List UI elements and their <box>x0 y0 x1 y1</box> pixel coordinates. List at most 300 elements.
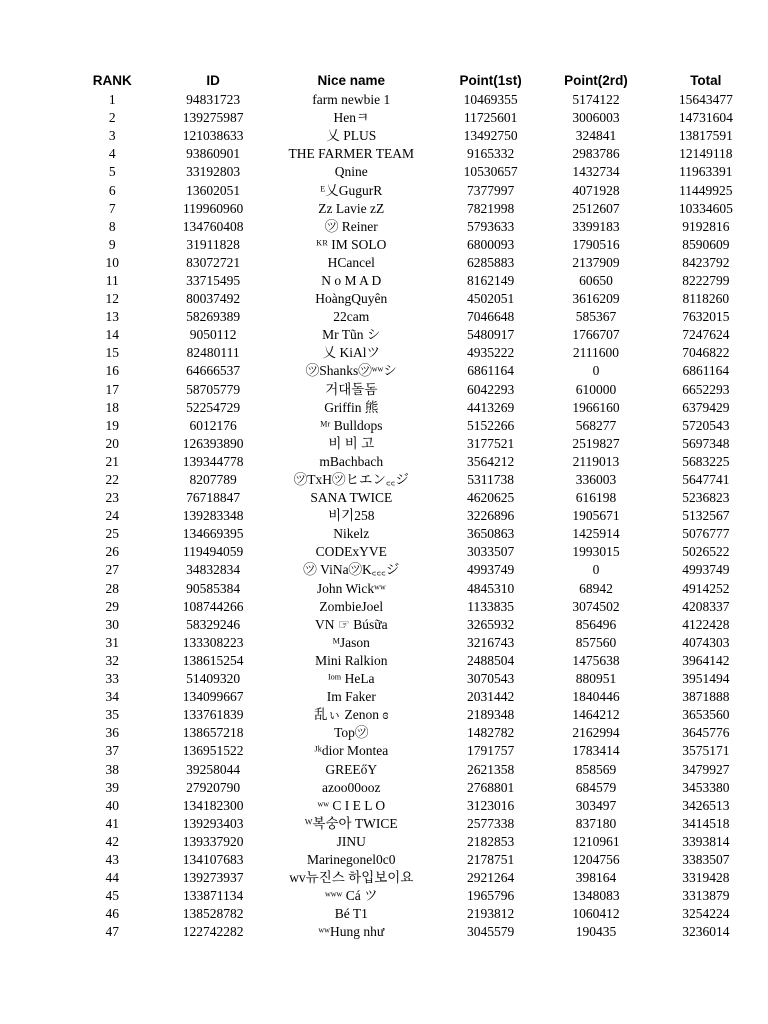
cell-rank: 35 <box>105 707 120 723</box>
cell-nice-name: Nikelz <box>333 526 370 542</box>
cell-total: 3426513 <box>682 797 730 813</box>
cell-point-1st: 4620625 <box>466 490 515 506</box>
cell-point-2rd: 610000 <box>575 381 617 397</box>
cell-point-2rd: 68942 <box>579 580 613 596</box>
cell-id: 138528782 <box>182 906 244 922</box>
cell-id: 31911828 <box>186 236 240 252</box>
cell-point-1st: 4845310 <box>466 580 515 596</box>
cell-rank: 38 <box>105 761 120 777</box>
cell-rank: 10 <box>105 254 120 270</box>
table-row <box>67 272 767 290</box>
cell-point-1st: 3177521 <box>466 435 515 451</box>
cell-nice-name: mBachbach <box>319 453 384 469</box>
cell-id: 134107683 <box>182 851 244 867</box>
cell-point-1st: 3265932 <box>466 616 515 632</box>
cell-point-1st: 3070543 <box>466 671 515 687</box>
cell-point-1st: 8162149 <box>466 272 515 288</box>
cell-point-1st: 2621358 <box>466 761 515 777</box>
cell-total: 5236823 <box>682 490 730 506</box>
cell-point-2rd: 837180 <box>575 815 617 831</box>
cell-point-1st: 1482782 <box>466 725 515 741</box>
cell-point-2rd: 398164 <box>575 870 617 886</box>
cell-point-1st: 4993749 <box>466 562 515 578</box>
cell-point-1st: 1791757 <box>466 743 515 759</box>
cell-point-1st: 1133835 <box>467 598 514 614</box>
table-row <box>67 670 767 688</box>
cell-point-2rd: 1766707 <box>572 327 620 343</box>
cell-point-2rd: 1966160 <box>572 399 620 415</box>
cell-rank: 36 <box>105 725 120 741</box>
cell-nice-name: farm newbie 1 <box>312 92 391 108</box>
cell-rank: 6 <box>108 182 116 198</box>
cell-total: 5720543 <box>682 417 730 433</box>
cell-point-2rd: 3616209 <box>572 291 620 307</box>
cell-id: 139273937 <box>182 870 244 886</box>
table-row <box>67 742 767 760</box>
cell-point-2rd: 2512607 <box>572 200 620 216</box>
cell-point-2rd: 2111600 <box>572 345 620 361</box>
table-row <box>67 797 767 815</box>
cell-id: 134760408 <box>182 218 244 234</box>
cell-point-2rd: 1348083 <box>572 888 620 904</box>
table-row <box>67 760 767 778</box>
cell-rank: 3 <box>108 128 116 144</box>
cell-id: 27920790 <box>186 779 241 795</box>
cell-point-2rd: 1840446 <box>572 689 620 705</box>
table-row <box>67 344 767 362</box>
cell-id: 34832834 <box>186 562 241 578</box>
cell-id: 64666537 <box>186 363 241 379</box>
cell-nice-name: Top㋡ <box>334 725 369 741</box>
cell-total: 5132567 <box>682 508 730 524</box>
cell-nice-name: ʷʷ C I E L O <box>317 797 386 813</box>
cell-total: 8222799 <box>682 272 730 288</box>
cell-id: 126393890 <box>182 435 244 451</box>
cell-point-2rd: 60650 <box>579 272 613 288</box>
cell-rank: 27 <box>105 562 120 578</box>
cell-id: 138657218 <box>182 725 244 741</box>
cell-total: 3964142 <box>682 652 730 668</box>
cell-rank: 13 <box>105 309 120 325</box>
cell-id: 8207789 <box>189 472 237 488</box>
cell-rank: 9 <box>108 236 116 252</box>
table-row <box>67 543 767 561</box>
cell-nice-name: 비 비 고 <box>328 435 375 451</box>
cell-rank: 34 <box>105 689 120 705</box>
cell-id: 133308223 <box>182 634 244 650</box>
cell-rank: 5 <box>108 164 116 180</box>
cell-nice-name: THE FARMER TEAM <box>288 146 415 162</box>
cell-total: 12149118 <box>679 146 733 162</box>
cell-point-1st: 10469355 <box>463 92 518 108</box>
cell-nice-name: ZombieJoel <box>319 598 384 614</box>
cell-point-1st: 3216743 <box>466 634 515 650</box>
cell-id: 82480111 <box>186 345 240 361</box>
cell-rank: 39 <box>105 779 120 795</box>
cell-total: 4122428 <box>682 616 730 632</box>
cell-rank: 45 <box>105 888 120 904</box>
cell-nice-name: SANA TWICE <box>310 490 393 506</box>
cell-id: 58269389 <box>186 309 241 325</box>
cell-rank: 28 <box>105 580 120 596</box>
cell-rank: 41 <box>105 815 120 831</box>
cell-point-1st: 5480917 <box>466 327 515 343</box>
cell-id: 139344778 <box>182 453 244 469</box>
table-row <box>67 91 767 109</box>
cell-point-1st: 2768801 <box>466 779 515 795</box>
cell-total: 7247624 <box>682 327 730 343</box>
cell-rank: 30 <box>105 616 120 632</box>
cell-point-2rd: 2983786 <box>572 146 620 162</box>
cell-rank: 22 <box>105 472 120 488</box>
cell-point-1st: 3564212 <box>466 453 515 469</box>
cell-nice-name: 乂 KiAlツ <box>322 345 380 361</box>
cell-nice-name: ᴹʳ Bulldops <box>320 417 383 433</box>
cell-point-1st: 4502051 <box>466 291 515 307</box>
cell-rank: 18 <box>105 399 120 415</box>
header-total: Total <box>690 73 722 88</box>
cell-point-2rd: 1204756 <box>572 851 620 867</box>
cell-rank: 31 <box>105 634 120 650</box>
cell-total: 3236014 <box>682 924 730 940</box>
cell-id: 9050112 <box>189 327 237 343</box>
cell-point-2rd: 0 <box>592 562 600 578</box>
cell-nice-name: 거대돌돔 <box>325 381 378 397</box>
table-row <box>67 109 767 127</box>
cell-point-2rd: 3074502 <box>572 598 620 614</box>
cell-id: 52254729 <box>186 399 241 415</box>
cell-id: 134669395 <box>182 526 244 542</box>
cell-total: 4914252 <box>682 580 730 596</box>
cell-point-1st: 6800093 <box>466 236 515 252</box>
table-row <box>67 887 767 905</box>
header-row <box>67 70 767 91</box>
cell-rank: 21 <box>105 453 120 469</box>
table-row <box>67 525 767 543</box>
cell-rank: 24 <box>105 508 120 524</box>
cell-total: 7046822 <box>682 345 730 361</box>
cell-total: 3951494 <box>682 671 730 687</box>
table-row <box>67 851 767 869</box>
cell-nice-name: VN ☞ Búsữa <box>314 616 388 632</box>
cell-point-1st: 6042293 <box>466 381 515 397</box>
cell-point-1st: 5311738 <box>467 472 514 488</box>
cell-nice-name: GREEőY <box>325 761 378 777</box>
cell-point-1st: 5152266 <box>466 417 515 433</box>
cell-rank: 4 <box>108 146 116 162</box>
table-row <box>67 833 767 851</box>
cell-id: 138615254 <box>182 652 244 668</box>
cell-point-2rd: 568277 <box>575 417 617 433</box>
cell-id: 134182300 <box>182 797 244 813</box>
header-id: ID <box>206 73 220 88</box>
cell-id: 94831723 <box>186 92 241 108</box>
cell-point-1st: 3033507 <box>466 544 515 560</box>
cell-point-2rd: 2119013 <box>572 453 620 469</box>
table-row <box>67 815 767 833</box>
cell-point-1st: 1965796 <box>466 888 515 904</box>
cell-total: 8590609 <box>682 236 730 252</box>
cell-point-1st: 2488504 <box>466 652 515 668</box>
cell-point-2rd: 1475638 <box>572 652 620 668</box>
table-row <box>67 634 767 652</box>
cell-nice-name: Qnine <box>334 164 368 180</box>
cell-rank: 46 <box>105 906 120 922</box>
cell-total: 3313879 <box>682 888 730 904</box>
cell-id: 58705779 <box>186 381 241 397</box>
table-row <box>67 181 767 199</box>
cell-point-2rd: 857560 <box>575 634 617 650</box>
cell-total: 5647741 <box>682 472 730 488</box>
cell-rank: 42 <box>105 833 120 849</box>
cell-point-1st: 9165332 <box>466 146 515 162</box>
cell-point-1st: 3045579 <box>466 924 515 940</box>
cell-total: 11449925 <box>679 182 733 198</box>
cell-rank: 20 <box>105 435 120 451</box>
cell-id: 119494059 <box>182 544 244 560</box>
cell-point-2rd: 585367 <box>575 309 617 325</box>
cell-total: 8423792 <box>682 254 730 270</box>
cell-total: 3383507 <box>682 851 730 867</box>
cell-rank: 37 <box>105 743 120 759</box>
cell-total: 7632015 <box>682 309 730 325</box>
table-row <box>67 869 767 887</box>
cell-nice-name: azoo00ooz <box>322 779 381 795</box>
cell-nice-name: ᴶᵏdior Montea <box>314 743 389 759</box>
cell-total: 3575171 <box>682 743 730 759</box>
cell-id: 58329246 <box>186 616 241 632</box>
cell-nice-name: ᴵᵒᵐ HeLa <box>328 671 375 687</box>
cell-total: 5026522 <box>682 544 730 560</box>
cell-point-1st: 13492750 <box>463 128 518 144</box>
cell-nice-name: ㋡ ViNa㋡K꜀꜀꜀ジ <box>303 562 400 578</box>
cell-nice-name: ᴱ乂GugurR <box>320 182 383 198</box>
cell-total: 6652293 <box>682 381 730 397</box>
cell-nice-name: CODExYVE <box>315 544 387 560</box>
cell-total: 5076777 <box>682 526 730 542</box>
cell-point-1st: 2577338 <box>466 815 515 831</box>
cell-id: 39258044 <box>186 761 241 777</box>
cell-id: 83072721 <box>186 254 241 270</box>
cell-id: 133871134 <box>182 888 244 904</box>
cell-total: 3393814 <box>682 833 730 849</box>
cell-rank: 47 <box>105 924 120 940</box>
cell-id: 108744266 <box>182 598 244 614</box>
table-row <box>67 308 767 326</box>
cell-id: 51409320 <box>186 671 241 687</box>
cell-point-2rd: 2162994 <box>572 725 620 741</box>
header-point-2rd: Point(2rd) <box>564 73 628 88</box>
cell-total: 13817591 <box>678 128 733 144</box>
table-row <box>67 163 767 181</box>
header-rank: RANK <box>92 73 132 88</box>
table-row <box>67 471 767 489</box>
cell-rank: 29 <box>105 598 120 614</box>
cell-total: 3871888 <box>682 689 730 705</box>
cell-point-2rd: 1993015 <box>572 544 620 560</box>
table-row <box>67 580 767 598</box>
cell-nice-name: JINU <box>336 833 366 849</box>
cell-point-1st: 4413269 <box>466 399 515 415</box>
cell-id: 136951522 <box>182 743 244 759</box>
cell-point-1st: 10530657 <box>463 164 518 180</box>
table-row <box>67 290 767 308</box>
table-row <box>67 706 767 724</box>
cell-point-1st: 2031442 <box>466 689 515 705</box>
cell-id: 6012176 <box>189 417 237 433</box>
cell-point-2rd: 4071928 <box>572 182 620 198</box>
cell-total: 5683225 <box>682 453 730 469</box>
cell-nice-name: 乂 PLUS <box>326 128 377 144</box>
cell-id: 33192803 <box>186 164 241 180</box>
cell-rank: 25 <box>105 526 120 542</box>
cell-nice-name: ᴷᴿ IM SOLO <box>316 236 387 252</box>
table-body <box>67 91 767 941</box>
cell-id: 119960960 <box>182 200 244 216</box>
cell-rank: 23 <box>105 490 120 506</box>
cell-rank: 26 <box>105 544 120 560</box>
cell-point-1st: 6285883 <box>466 254 515 270</box>
table-row <box>67 399 767 417</box>
cell-id: 139293403 <box>182 815 244 831</box>
cell-point-2rd: 324841 <box>575 128 617 144</box>
cell-rank: 43 <box>105 851 120 867</box>
cell-nice-name: Mini Ralkion <box>315 652 388 668</box>
table-row <box>67 507 767 525</box>
cell-total: 15643477 <box>678 92 733 108</box>
cell-id: 134099667 <box>182 689 244 705</box>
cell-point-2rd: 5174122 <box>572 92 620 108</box>
cell-id: 122742282 <box>182 924 244 940</box>
cell-nice-name: 22cam <box>333 309 370 325</box>
cell-point-2rd: 1464212 <box>572 707 620 723</box>
cell-nice-name: ㋡TxH㋡ヒエン꜀꜀ジ <box>293 472 409 488</box>
cell-nice-name: ㋡ Reiner <box>324 218 378 234</box>
cell-id: 90585384 <box>186 580 241 596</box>
cell-nice-name: ʷʷʷ Cá ツ <box>324 888 378 904</box>
cell-total: 14731604 <box>678 110 733 126</box>
ranking-sheet <box>0 70 768 941</box>
cell-point-1st: 2182853 <box>466 833 515 849</box>
table-row <box>67 362 767 380</box>
cell-rank: 40 <box>105 797 120 813</box>
cell-nice-name: Griffin 熊 <box>324 399 379 415</box>
cell-nice-name: 비기258 <box>328 508 375 524</box>
cell-rank: 8 <box>108 218 116 234</box>
cell-total: 4208337 <box>682 598 730 614</box>
cell-nice-name: Im Faker <box>326 689 376 705</box>
cell-point-2rd: 856496 <box>575 616 617 632</box>
cell-point-2rd: 1210961 <box>572 833 620 849</box>
cell-id: 139337920 <box>182 833 244 849</box>
cell-point-2rd: 0 <box>592 363 600 379</box>
cell-total: 8118260 <box>682 291 730 307</box>
cell-point-2rd: 3006003 <box>572 110 620 126</box>
table-row <box>67 145 767 163</box>
cell-total: 5697348 <box>682 435 730 451</box>
table-row <box>67 652 767 670</box>
cell-point-2rd: 336003 <box>575 472 617 488</box>
table-row <box>67 254 767 272</box>
cell-total: 6379429 <box>682 399 730 415</box>
header-point-1st: Point(1st) <box>459 73 522 88</box>
cell-nice-name: N o M A D <box>321 272 382 288</box>
cell-point-2rd: 2137909 <box>572 254 620 270</box>
cell-nice-name: ᵂ복숭아 TWICE <box>304 815 398 831</box>
cell-nice-name: 乱ぃ Zenon ɞ <box>314 707 389 723</box>
table-row <box>67 724 767 742</box>
cell-rank: 19 <box>105 417 120 433</box>
cell-point-2rd: 1783414 <box>572 743 620 759</box>
cell-total: 3254224 <box>682 906 730 922</box>
table-row <box>67 561 767 579</box>
cell-rank: 32 <box>105 652 120 668</box>
cell-rank: 33 <box>105 671 120 687</box>
cell-nice-name: Bé T1 <box>334 906 368 922</box>
cell-point-2rd: 684579 <box>575 779 617 795</box>
table-row <box>67 489 767 507</box>
cell-point-1st: 3650863 <box>466 526 515 542</box>
cell-point-1st: 3226896 <box>466 508 515 524</box>
cell-total: 4074303 <box>682 634 730 650</box>
cell-point-2rd: 1425914 <box>572 526 620 542</box>
cell-nice-name: ㋡Shanks㋡ʷʷシ <box>305 363 397 379</box>
cell-total: 3319428 <box>682 870 730 886</box>
cell-total: 3645776 <box>682 725 730 741</box>
cell-point-1st: 2921264 <box>466 870 515 886</box>
cell-point-1st: 2189348 <box>466 707 515 723</box>
ranking-table <box>67 70 767 941</box>
table-row <box>67 326 767 344</box>
cell-total: 3479927 <box>682 761 730 777</box>
cell-point-2rd: 616198 <box>575 490 617 506</box>
cell-point-1st: 5793633 <box>466 218 515 234</box>
cell-rank: 44 <box>105 870 120 886</box>
cell-point-2rd: 1905671 <box>572 508 620 524</box>
cell-rank: 16 <box>105 363 120 379</box>
cell-rank: 7 <box>108 200 116 216</box>
cell-id: 139275987 <box>182 110 244 126</box>
cell-nice-name: HoàngQuyên <box>315 291 388 307</box>
cell-rank: 15 <box>105 345 120 361</box>
cell-rank: 11 <box>105 272 119 288</box>
cell-nice-name: ᴹJason <box>332 634 370 650</box>
cell-nice-name: John Wickʷʷ <box>316 580 386 596</box>
cell-nice-name: Zz Lavie zZ <box>318 200 385 216</box>
cell-nice-name: Mr Tũn シ <box>322 327 381 343</box>
cell-total: 3653560 <box>682 707 730 723</box>
cell-point-1st: 7377997 <box>466 182 515 198</box>
cell-rank: 17 <box>105 381 120 397</box>
table-row <box>67 127 767 145</box>
cell-point-2rd: 303497 <box>575 797 617 813</box>
cell-total: 4993749 <box>682 562 730 578</box>
cell-rank: 1 <box>108 92 116 108</box>
table-row <box>67 218 767 236</box>
cell-point-2rd: 1790516 <box>572 236 620 252</box>
cell-nice-name: HCancel <box>327 254 375 270</box>
header-nice-name: Nice name <box>317 73 386 88</box>
table-row <box>67 453 767 471</box>
cell-point-1st: 2193812 <box>466 906 515 922</box>
table-row <box>67 923 767 941</box>
table-row <box>67 200 767 218</box>
cell-total: 10334605 <box>678 200 733 216</box>
cell-id: 139283348 <box>182 508 244 524</box>
cell-total: 9192816 <box>682 218 730 234</box>
cell-total: 3453380 <box>682 779 730 795</box>
cell-id: 133761839 <box>182 707 244 723</box>
